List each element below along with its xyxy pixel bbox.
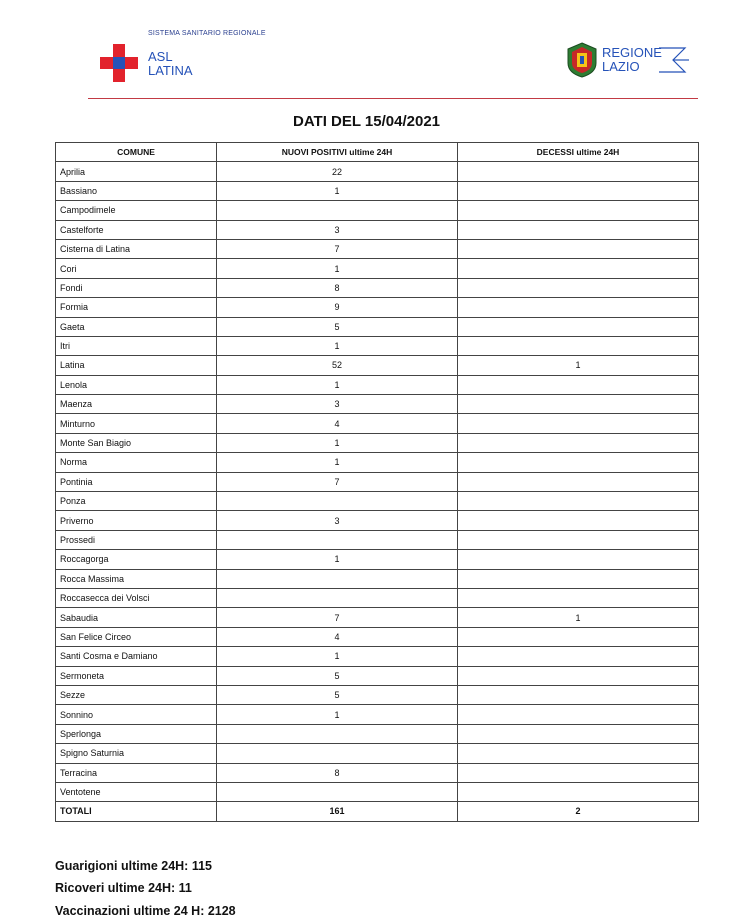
table-row [56, 705, 699, 724]
table-row [56, 453, 699, 472]
total-cell-comune: TOTALI [56, 802, 217, 821]
cell-decessi [458, 414, 699, 433]
table-row [56, 763, 699, 782]
ricoveri-text: Ricoveri ultime 24H: 11 [55, 881, 192, 895]
cell-decessi [458, 317, 699, 336]
cell-decessi [458, 162, 699, 181]
table-row [56, 239, 699, 258]
page-title: DATI DEL 15/04/2021 [292, 113, 441, 130]
cell-comune: Prossedi [56, 530, 217, 549]
cell-decessi [458, 550, 699, 569]
regione-chevron-icon [659, 42, 693, 78]
cell-comune: Santi Cosma e Damiano [56, 647, 217, 666]
cell-comune: Roccagorga [56, 550, 217, 569]
cell-nuovi-positivi: 1 [217, 705, 458, 724]
cell-decessi [458, 511, 699, 530]
cell-decessi [458, 492, 699, 511]
cell-comune: Cisterna di Latina [56, 239, 217, 258]
cell-nuovi-positivi [217, 724, 458, 743]
cell-comune: Ponza [56, 492, 217, 511]
cell-decessi [458, 569, 699, 588]
cell-decessi [458, 239, 699, 258]
regione-line1: REGIONE [602, 45, 662, 60]
header-divider [88, 98, 698, 99]
cell-comune: Lenola [56, 375, 217, 394]
cell-nuovi-positivi [217, 744, 458, 763]
cell-decessi [458, 705, 699, 724]
cell-decessi [458, 744, 699, 763]
cell-comune: Sonnino [56, 705, 217, 724]
table-row [56, 317, 699, 336]
cell-comune: Pontinia [56, 472, 217, 491]
cell-decessi [458, 298, 699, 317]
cell-decessi [458, 259, 699, 278]
table-row [56, 181, 699, 200]
cell-nuovi-positivi: 1 [217, 550, 458, 569]
cell-decessi [458, 278, 699, 297]
cell-nuovi-positivi: 3 [217, 395, 458, 414]
regione-text [602, 46, 662, 74]
table-row [56, 220, 699, 239]
cell-nuovi-positivi: 1 [217, 336, 458, 355]
cell-nuovi-positivi [217, 569, 458, 588]
cell-nuovi-positivi: 52 [217, 356, 458, 375]
table-row [56, 550, 699, 569]
cell-nuovi-positivi: 1 [217, 375, 458, 394]
total-cell-nuovi-positivi: 161 [217, 802, 458, 821]
cell-nuovi-positivi [217, 201, 458, 220]
cell-comune: Sabaudia [56, 608, 217, 627]
cell-comune: Roccasecca dei Volsci [56, 588, 217, 607]
table-row [56, 782, 699, 801]
cell-decessi [458, 472, 699, 491]
cell-nuovi-positivi: 1 [217, 647, 458, 666]
cell-decessi [458, 782, 699, 801]
cell-decessi [458, 588, 699, 607]
cell-decessi [458, 336, 699, 355]
asl-subtitle: SISTEMA SANITARIO REGIONALE [148, 30, 266, 37]
cell-nuovi-positivi: 8 [217, 278, 458, 297]
cell-nuovi-positivi: 1 [217, 181, 458, 200]
guarigioni-text: Guarigioni ultime 24H: 115 [55, 859, 212, 873]
regione-line2: LAZIO [602, 59, 640, 74]
cell-decessi [458, 201, 699, 220]
cell-nuovi-positivi: 1 [217, 259, 458, 278]
column-header-nuovi-positivi: NUOVI POSITIVI ultime 24H [217, 143, 458, 162]
cell-decessi: 1 [458, 356, 699, 375]
red-cross-icon [100, 44, 138, 82]
cell-nuovi-positivi: 8 [217, 763, 458, 782]
cell-decessi [458, 433, 699, 452]
cell-decessi [458, 530, 699, 549]
cell-nuovi-positivi: 7 [217, 239, 458, 258]
cell-nuovi-positivi: 22 [217, 162, 458, 181]
column-header-decessi: DECESSI ultime 24H [458, 143, 699, 162]
cell-comune: Norma [56, 453, 217, 472]
cell-decessi [458, 375, 699, 394]
data-table [55, 142, 699, 822]
table-row [56, 511, 699, 530]
cell-comune: Monte San Biagio [56, 433, 217, 452]
table-row [56, 162, 699, 181]
cell-comune: Terracina [56, 763, 217, 782]
table-row [56, 278, 699, 297]
cell-comune: Minturno [56, 414, 217, 433]
cell-comune: Sezze [56, 685, 217, 704]
cell-decessi [458, 666, 699, 685]
cell-nuovi-positivi: 7 [217, 608, 458, 627]
table-row [56, 492, 699, 511]
cell-nuovi-positivi [217, 782, 458, 801]
regione-emblem-icon [565, 42, 599, 78]
cell-nuovi-positivi: 5 [217, 317, 458, 336]
cell-nuovi-positivi: 4 [217, 414, 458, 433]
table-row [56, 569, 699, 588]
cell-comune: Maenza [56, 395, 217, 414]
cell-nuovi-positivi [217, 588, 458, 607]
cell-nuovi-positivi: 1 [217, 433, 458, 452]
cell-comune: Gaeta [56, 317, 217, 336]
cell-decessi [458, 647, 699, 666]
cell-decessi: 1 [458, 608, 699, 627]
cell-comune: Spigno Saturnia [56, 744, 217, 763]
cell-comune: Ventotene [56, 782, 217, 801]
table-row [56, 414, 699, 433]
cell-comune: Latina [56, 356, 217, 375]
table-row [56, 395, 699, 414]
cell-decessi [458, 685, 699, 704]
cell-nuovi-positivi: 5 [217, 685, 458, 704]
table-row [56, 588, 699, 607]
cell-comune: Priverno [56, 511, 217, 530]
table-row [56, 259, 699, 278]
cell-decessi [458, 395, 699, 414]
totals-row [56, 802, 699, 821]
cell-decessi [458, 763, 699, 782]
cell-comune: Rocca Massima [56, 569, 217, 588]
cell-nuovi-positivi: 5 [217, 666, 458, 685]
cell-comune: Sperlonga [56, 724, 217, 743]
regione-lazio-logo [565, 42, 693, 82]
cell-nuovi-positivi [217, 530, 458, 549]
table-row [56, 666, 699, 685]
table-row [56, 724, 699, 743]
table-row [56, 530, 699, 549]
table-row [56, 336, 699, 355]
cell-comune: San Felice Circeo [56, 627, 217, 646]
cell-decessi [458, 724, 699, 743]
cell-nuovi-positivi: 7 [217, 472, 458, 491]
total-cell-decessi: 2 [458, 802, 699, 821]
table-row [56, 201, 699, 220]
cell-nuovi-positivi [217, 492, 458, 511]
asl-name-line1: ASL [148, 49, 173, 64]
table-row [56, 608, 699, 627]
vaccinazioni-text: Vaccinazioni ultime 24 H: 2128 [55, 904, 236, 918]
cell-comune: Castelforte [56, 220, 217, 239]
cell-decessi [458, 453, 699, 472]
column-header-comune: COMUNE [56, 143, 217, 162]
table-row [56, 647, 699, 666]
table-row [56, 298, 699, 317]
table-row [56, 685, 699, 704]
cell-comune: Bassiano [56, 181, 217, 200]
table-row [56, 744, 699, 763]
table-row [56, 472, 699, 491]
cell-comune: Cori [56, 259, 217, 278]
table-row [56, 356, 699, 375]
cell-comune: Itri [56, 336, 217, 355]
cell-nuovi-positivi: 9 [217, 298, 458, 317]
cell-nuovi-positivi: 4 [217, 627, 458, 646]
cell-nuovi-positivi: 3 [217, 220, 458, 239]
table-row [56, 627, 699, 646]
cell-comune: Fondi [56, 278, 217, 297]
asl-name [148, 50, 193, 78]
table-row [56, 375, 699, 394]
cell-nuovi-positivi: 3 [217, 511, 458, 530]
cell-decessi [458, 627, 699, 646]
cell-decessi [458, 181, 699, 200]
table-header-row [56, 143, 699, 162]
cell-nuovi-positivi: 1 [217, 453, 458, 472]
cell-comune: Formia [56, 298, 217, 317]
cell-comune: Aprilia [56, 162, 217, 181]
cell-comune: Campodimele [56, 201, 217, 220]
asl-name-line2: LATINA [148, 63, 193, 78]
cell-decessi [458, 220, 699, 239]
cell-comune: Sermoneta [56, 666, 217, 685]
table-row [56, 433, 699, 452]
